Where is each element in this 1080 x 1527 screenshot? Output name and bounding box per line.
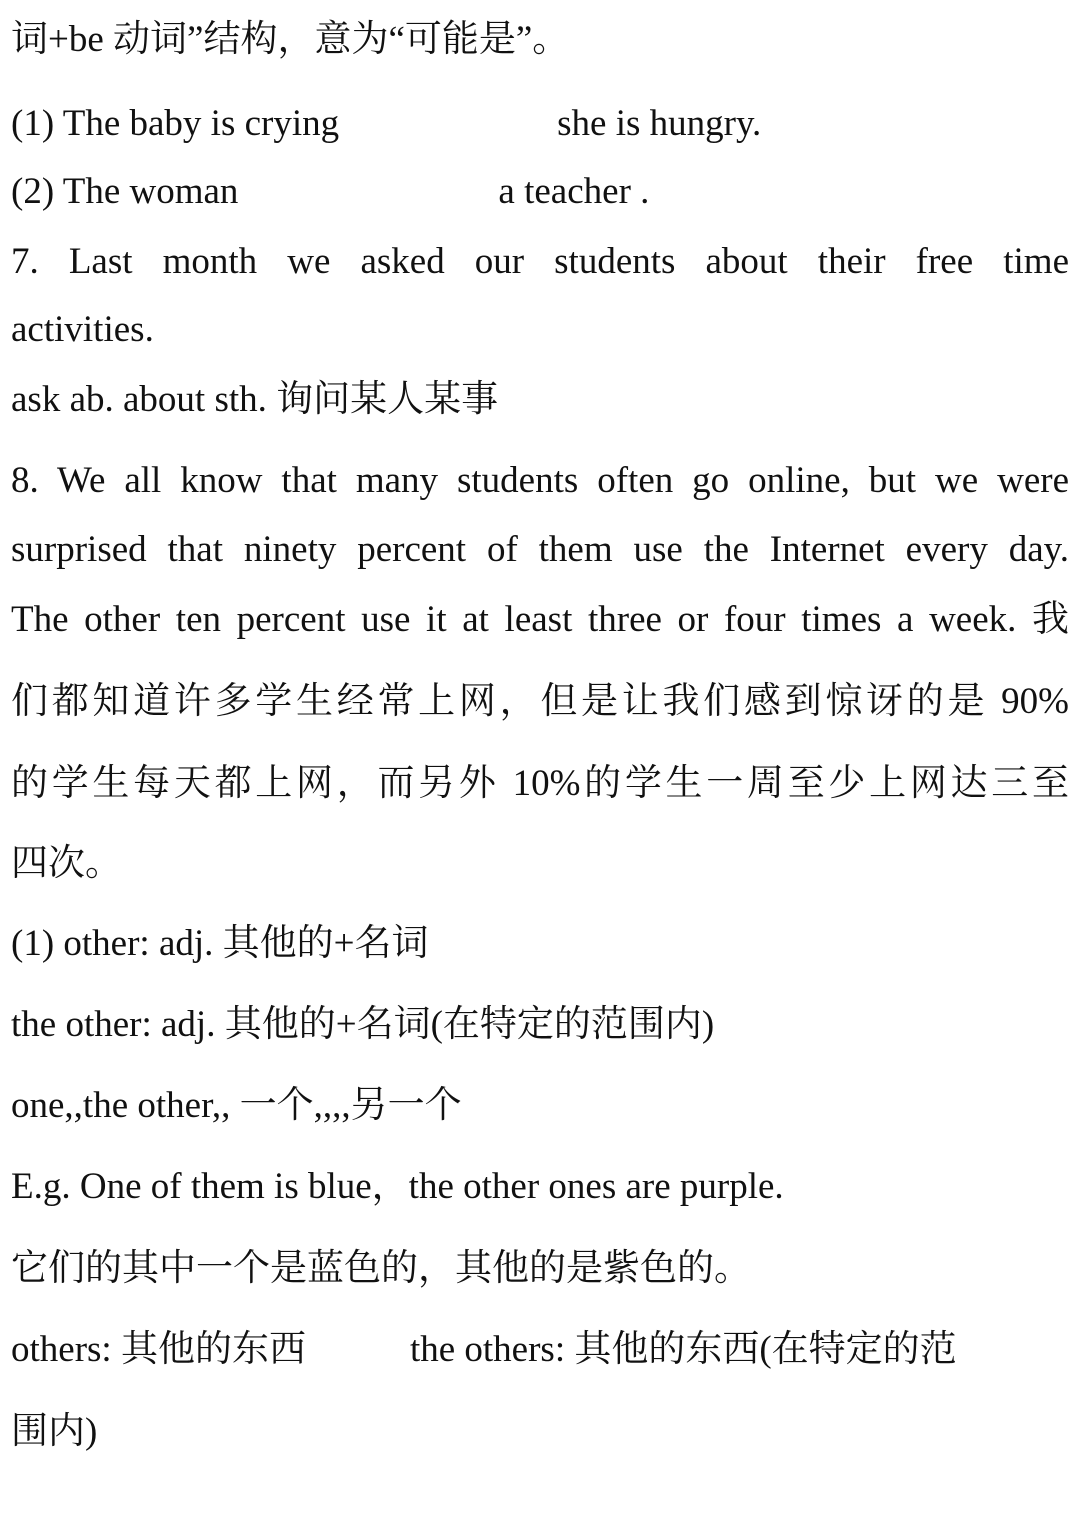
exercise-1-part-b: she is hungry. — [557, 103, 762, 144]
other-definition: (1) other: adj. 其他的+名词 — [11, 923, 429, 964]
the-other-definition: the other: adj. 其他的+名词(在特定的范围内) — [11, 1004, 715, 1045]
text-line-1: 词+be 动词”结构，意为“可能是”。 — [11, 19, 570, 60]
item-8-translation-1: 们都知道许多学生经常上网，但是让我们感到惊讶的是 90% — [11, 681, 1069, 722]
item-8-translation-3: 四次。 — [11, 843, 122, 884]
exercise-2-part-a: (2) The woman — [11, 171, 239, 212]
item-8-line-3: The other ten percent use it at least three or four times a week. 我 — [11, 599, 1069, 640]
one-the-other-pattern: one,,the other,, 一个,,,,另一个 — [11, 1085, 462, 1126]
others-definition-line — [11, 1328, 1069, 1372]
example-sentence: E.g. One of them is blue，the other ones are purple. — [11, 1166, 784, 1207]
item-8-line-2: surprised that ninety percent of them use the Internet every day. — [11, 529, 1069, 570]
item-7-line-1: 7. Last month we asked our students about their free time — [11, 241, 1069, 282]
exercise-1-part-a: (1) The baby is crying — [11, 103, 340, 144]
exercise-2-line — [11, 170, 1069, 214]
others-definition: others: 其他的东西 — [11, 1329, 306, 1370]
the-others-definition-cont: 围内) — [11, 1411, 98, 1452]
example-translation: 它们的其中一个是蓝色的，其他的是紫色的。 — [11, 1248, 751, 1289]
the-others-definition: the others: 其他的东西(在特定的范 — [409, 1329, 957, 1370]
exercise-2-part-b: a teacher . — [498, 171, 650, 212]
item-8-line-1: 8. We all know that many students often go online, but we were — [11, 460, 1069, 501]
phrase-ask-about: ask ab. about sth. 询问某人某事 — [11, 379, 499, 420]
item-8-translation-2: 的学生每天都上网，而另外 10%的学生一周至少上网达三至 — [11, 763, 1069, 804]
exercise-1-line — [11, 102, 1069, 146]
item-7-line-2: activities. — [11, 309, 154, 350]
